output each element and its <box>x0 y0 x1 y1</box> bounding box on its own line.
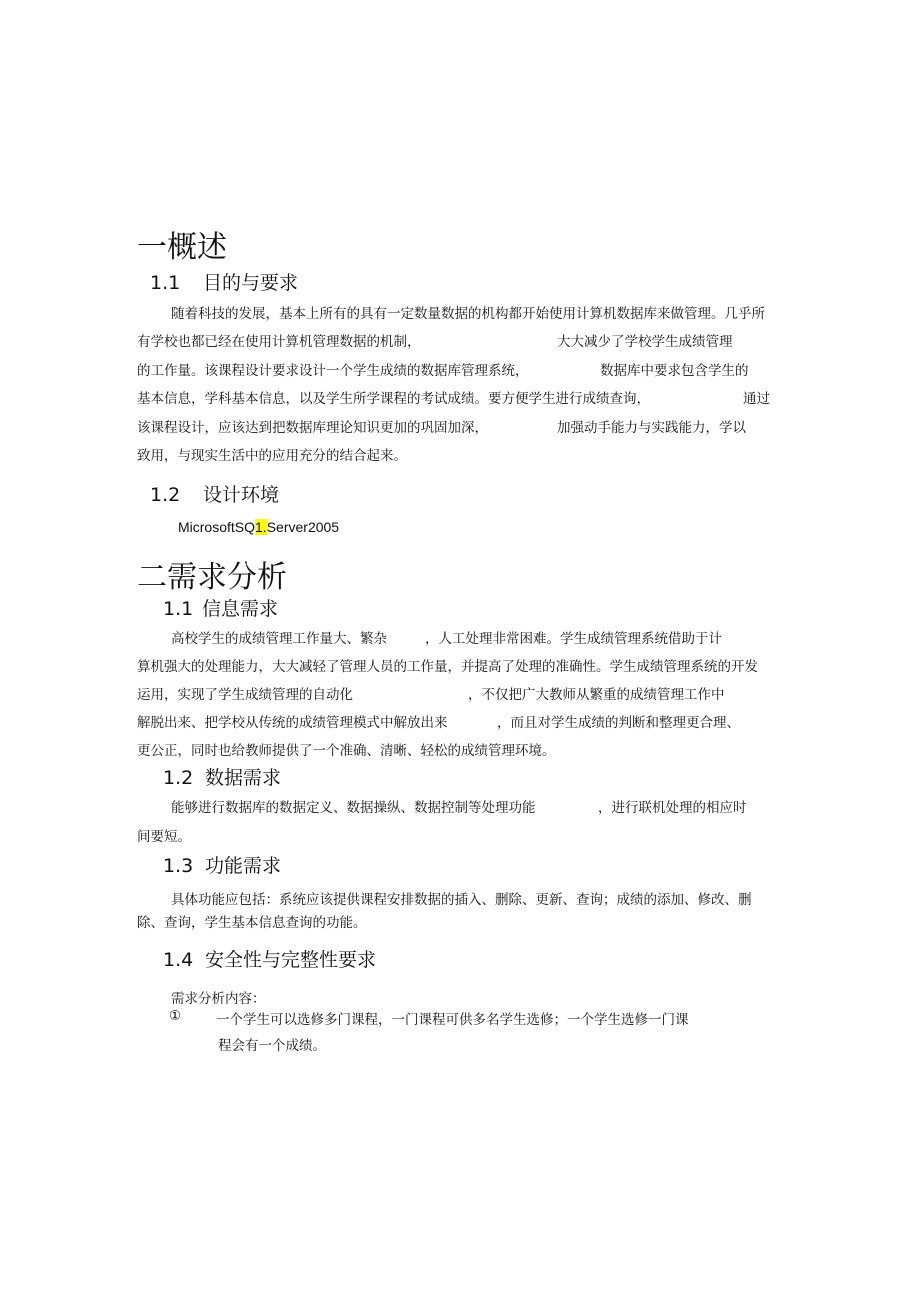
subsection-number: 1.1 <box>163 598 194 620</box>
paragraph-line: 除、查询，学生基本信息查询的功能。 <box>137 915 367 931</box>
section-title-overview: 一概述 <box>137 230 227 265</box>
paragraph-line: ，而且对学生成绩的判断和整理更合理、 <box>497 715 740 731</box>
paragraph-line: 致用，与现实生活中的应用充分的结合起来。 <box>137 448 407 464</box>
paragraph-line: ，人工处理非常困难。学生成绩管理系统借助于计 <box>425 631 722 647</box>
subsection-title: 信息需求 <box>202 598 279 620</box>
subsection-heading-1-4 <box>163 945 376 972</box>
paragraph-line: 数据库中要求包含学生的 <box>600 363 749 379</box>
paragraph-line: 随着科技的发展，基本上所有的具有一定数量数据的机构都开始使用计算机数据库来做管理。几乎所 <box>171 306 765 322</box>
paragraph-line: 算机强大的处理能力，大大减轻了管理人员的工作量，并提高了处理的准确性。学生成绩管理系统的开发 <box>137 659 758 675</box>
subsection-heading-1-1 <box>163 594 278 621</box>
paragraph-line: ，进行联机处理的相应时 <box>598 800 747 816</box>
environment-text <box>178 519 339 535</box>
env-text-after: Server2005 <box>266 519 340 535</box>
paragraph-line: 加强动手能力与实践能力，学以 <box>557 420 746 436</box>
paragraph-line: 间要短。 <box>137 829 191 845</box>
paragraph-line: 运用，实现了学生成绩管理的自动化 <box>137 687 353 703</box>
list-intro: 需求分析内容： <box>171 991 266 1007</box>
subsection-heading-1-1 <box>150 268 298 295</box>
paragraph-line: 具体功能应包括：系统应该提供课程安排数据的插入、删除、更新、查询；成绩的添加、修改、删 <box>171 892 752 908</box>
paragraph-line: 更公正，同时也给教师提供了一个准确、清晰、轻松的成绩管理环境。 <box>137 743 556 759</box>
paragraph-line: 基本信息，学科基本信息，以及学生所学课程的考试成绩。要方便学生进行成绩查询， <box>137 391 650 407</box>
list-item-line: 程会有一个成绩。 <box>218 1038 326 1054</box>
subsection-number: 1.2 <box>150 484 181 506</box>
paragraph-line: ，不仅把广大教师从繁重的成绩管理工作中 <box>468 687 725 703</box>
paragraph-line: 的工作量。该课程设计要求设计一个学生成绩的数据库管理系统， <box>137 363 529 379</box>
paragraph-line: 解脱出来、把学校从传统的成绩管理模式中解放出来 <box>137 715 448 731</box>
subsection-title: 设计环境 <box>203 484 280 506</box>
paragraph-line: 能够进行数据库的数据定义、数据操纵、数据控制等处理功能 <box>171 800 536 816</box>
subsection-number: 1.4 <box>163 949 194 971</box>
env-text-highlight: 1. <box>255 519 267 535</box>
subsection-title: 功能需求 <box>205 855 282 877</box>
subsection-number: 1.1 <box>150 272 181 294</box>
paragraph-line: 大大减少了学校学生成绩管理 <box>557 334 733 350</box>
env-text-before: MicrosoftSQ <box>178 519 256 535</box>
paragraph-line: 该课程设计，应该达到把数据库理论知识更加的巩固加深， <box>137 420 488 436</box>
section-title-requirements: 二需求分析 <box>137 560 287 595</box>
subsection-heading-1-2 <box>150 480 279 507</box>
paragraph-line: 通过 <box>743 391 770 407</box>
paragraph-line: 有学校也都已经在使用计算机管理数据的机制， <box>137 334 421 350</box>
subsection-number: 1.3 <box>163 855 194 877</box>
subsection-number: 1.2 <box>163 767 194 789</box>
paragraph-line: 高校学生的成绩管理工作量大、繁杂 <box>171 631 387 647</box>
subsection-title: 安全性与完整性要求 <box>205 949 377 971</box>
subsection-heading-1-2 <box>163 763 281 790</box>
subsection-title: 数据需求 <box>205 767 282 789</box>
subsection-heading-1-3 <box>163 851 281 878</box>
subsection-title: 目的与要求 <box>203 272 299 294</box>
list-marker: ① <box>169 1008 182 1024</box>
list-item-line: 一个学生可以选修多门课程，一门课程可供多名学生选修；一个学生选修一门课 <box>216 1012 689 1028</box>
